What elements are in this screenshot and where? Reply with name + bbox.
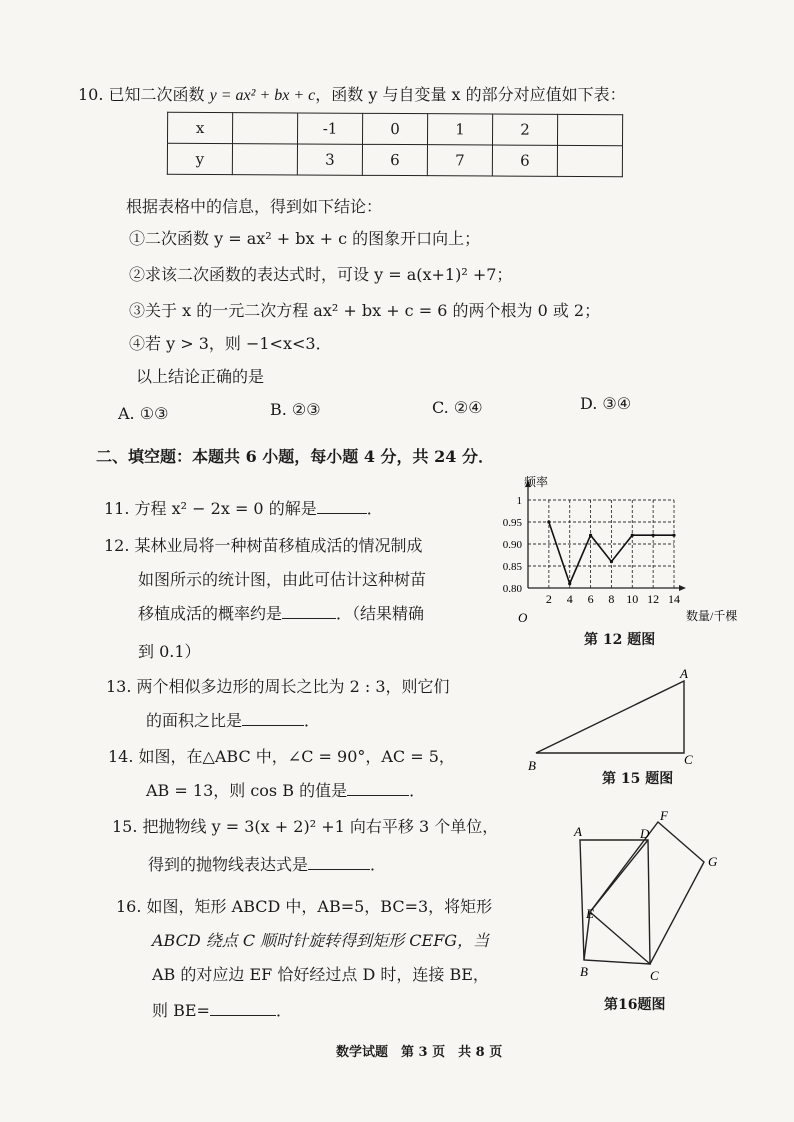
- q14-text-2b: ．: [409, 781, 426, 800]
- x-tick-label: 8: [608, 592, 615, 606]
- q10-stem-b: ，函数 y 与自变量 x 的部分对应值如下表：: [315, 85, 626, 104]
- q11-number: 11.: [104, 499, 130, 518]
- q12-line-4: 到 0.1）: [138, 642, 201, 661]
- y-tick-label: 0.85: [502, 561, 522, 573]
- q14-line-2: [146, 780, 425, 802]
- table-cell: y: [167, 143, 232, 174]
- table-cell: 6: [362, 144, 427, 175]
- q16-line-4: 则 BE= ．: [152, 1001, 292, 1020]
- data-point: [672, 534, 675, 537]
- rectangle-abcd: [580, 840, 650, 964]
- x-tick-label: 2: [545, 592, 552, 606]
- page-footer: 数学试题 第 3 页 共 8 页: [336, 1045, 503, 1060]
- q13-text-2: 的面积之比是: [146, 711, 243, 730]
- q10-ask: 以上结论正确的是: [136, 367, 265, 386]
- triangle-abc: [536, 681, 684, 753]
- q12-line-3: [138, 603, 424, 625]
- q15-text-1: 把抛物线 y = 3(x + 2)² +1 向右平移 3 个单位，: [142, 817, 499, 836]
- q10-option-c: C. ②④: [432, 398, 483, 417]
- fig15-figure: [524, 668, 724, 778]
- q16-number: 16.: [116, 897, 142, 916]
- x-tick-label: 10: [626, 592, 639, 606]
- q10-stem: [78, 84, 626, 107]
- y-tick-label: 0.95: [502, 517, 522, 529]
- q10-statement-1: ①二次函数 y = ax² + bx + c 的图象开口向上；: [129, 229, 481, 248]
- q16-text-4: 则 BE=: [152, 1001, 210, 1020]
- q10-stem-a: 已知二次函数: [108, 85, 210, 104]
- fig12-caption: 第 12 题图: [584, 632, 656, 648]
- table-cell: [557, 145, 622, 176]
- q13-text-1: 两个相似多边形的周长之比为 2 : 3，则它们: [136, 677, 450, 696]
- fig12-chart: [484, 474, 738, 625]
- point-label-a: A: [574, 824, 582, 839]
- table-row: [167, 143, 622, 176]
- q10-value-table: [167, 112, 623, 177]
- table-row: [168, 112, 623, 145]
- q16-line-1: [116, 896, 492, 918]
- q10-option-b: B. ②③: [270, 400, 321, 419]
- q14-answer-blank[interactable]: [347, 781, 409, 796]
- q11: [104, 498, 383, 520]
- q15-number: 15.: [112, 817, 138, 836]
- q10-formula: y = ax² + bx + c: [209, 87, 316, 104]
- chart-x-label: 数量/千棵: [686, 609, 738, 623]
- q10-statement-3: ③关于 x 的一元二次方程 ax² + bx + c = 6 的两个根为 0 或 2；: [129, 301, 601, 320]
- point-label-a: A: [680, 666, 688, 681]
- q15-answer-blank[interactable]: [308, 855, 370, 870]
- q15-line-2: [148, 854, 386, 876]
- q10-intro: 根据表格中的信息，得到如下结论：: [126, 197, 383, 216]
- section-2-header: 二、填空题：本题共 6 小题，每小题 4 分，共 24 分．: [96, 447, 494, 466]
- point-label-e: E: [586, 906, 594, 921]
- data-point: [589, 534, 592, 537]
- q14-line-1: [108, 746, 455, 768]
- fig16-figure: [570, 808, 750, 983]
- q13-number: 13.: [106, 677, 132, 696]
- q12-answer-blank[interactable]: [282, 604, 336, 619]
- q12-text-1: 某林业局将一种树苗移植成活的情况制成: [134, 536, 423, 555]
- q15-text-2b: ．: [370, 855, 387, 874]
- q10-option-d: D. ③④: [580, 394, 632, 413]
- data-point: [547, 520, 550, 523]
- point-label-b: B: [580, 964, 588, 979]
- table-cell: 6: [492, 145, 557, 176]
- point-label-b: B: [528, 758, 536, 773]
- q11-answer-blank[interactable]: [317, 499, 367, 514]
- table-cell: x: [168, 112, 233, 143]
- y-tick-label: 0.90: [502, 539, 522, 551]
- rectangle-cefg: [590, 822, 704, 964]
- q14-text-2: AB = 13，则 cos B 的值是: [146, 781, 348, 800]
- x-axis-arrow: [679, 585, 686, 591]
- table-cell: [232, 144, 297, 175]
- x-tick-label: 4: [566, 592, 573, 606]
- q10-option-a: A. ①③: [118, 404, 169, 423]
- table-cell: 3: [297, 144, 362, 175]
- q14-number: 14.: [108, 747, 134, 766]
- y-tick-label: 0.80: [502, 583, 522, 595]
- q15-line-1: [112, 816, 498, 838]
- q15-text-2: 得到的抛物线表达式是: [148, 855, 309, 874]
- q11-text: 方程 x² − 2x = 0 的解是: [134, 499, 317, 518]
- data-point: [631, 534, 634, 537]
- x-tick-label: 12: [647, 592, 660, 606]
- segment-de: [590, 840, 648, 912]
- q12-text-3: 移植成活的概率约是: [138, 604, 283, 623]
- q12-line-2: 如图所示的统计图，由此可估计这种树苗: [138, 570, 427, 589]
- fig16-caption: 第16题图: [604, 997, 666, 1013]
- table-cell: [557, 114, 622, 145]
- chart-origin-label: O: [518, 610, 528, 625]
- q13-line-1: [106, 676, 450, 698]
- q16-text-1: 如图，矩形 ABCD 中，AB=5，BC=3，将矩形: [146, 897, 493, 916]
- point-label-c: C: [650, 968, 659, 983]
- q13-text-2b: ．: [304, 711, 321, 730]
- q10-statement-4: ④若 y > 3，则 −1<x<3．: [129, 334, 332, 353]
- point-label-d: D: [640, 826, 650, 841]
- q11-text-end: ．: [366, 499, 383, 518]
- data-point: [568, 582, 571, 585]
- q12-line-1: [104, 535, 423, 557]
- x-tick-label: 6: [587, 592, 594, 606]
- point-label-f: F: [660, 808, 668, 823]
- q10-number: 10.: [78, 85, 104, 104]
- q12-number: 12.: [104, 536, 130, 555]
- q16-answer-blank[interactable]: [210, 1001, 276, 1016]
- q16-line-3: AB 的对应边 EF 恰好经过点 D 时，连接 BE，: [152, 965, 489, 984]
- q14-text-1: 如图，在△ABC 中，∠C = 90°，AC = 5，: [138, 747, 455, 766]
- x-tick-label: 14: [668, 592, 680, 606]
- q16-line-2: ABCD 绕点 C 顺时针旋转得到矩形 CEFG，当: [152, 931, 490, 950]
- fig15-caption: 第 15 题图: [602, 771, 674, 787]
- table-cell: 1: [427, 114, 492, 145]
- q13-line-2: [146, 710, 320, 732]
- chart-grid: [528, 500, 674, 588]
- table-cell: -1: [298, 113, 363, 144]
- point-label-g: G: [708, 854, 718, 869]
- table-cell: [233, 113, 298, 144]
- chart-y-label: 频率: [524, 475, 549, 489]
- data-point: [652, 534, 655, 537]
- table-cell: 0: [363, 113, 428, 144]
- point-label-c: C: [684, 752, 693, 767]
- q10-statement-2: ②求该二次函数的表达式时，可设 y = a(x+1)² +7；: [129, 265, 513, 284]
- data-point: [610, 560, 613, 563]
- q13-answer-blank[interactable]: [242, 711, 304, 726]
- q12-text-3b: ．（结果精确: [336, 604, 425, 623]
- y-tick-label: 1: [516, 495, 522, 507]
- table-cell: 7: [427, 145, 492, 176]
- table-cell: 2: [492, 114, 557, 145]
